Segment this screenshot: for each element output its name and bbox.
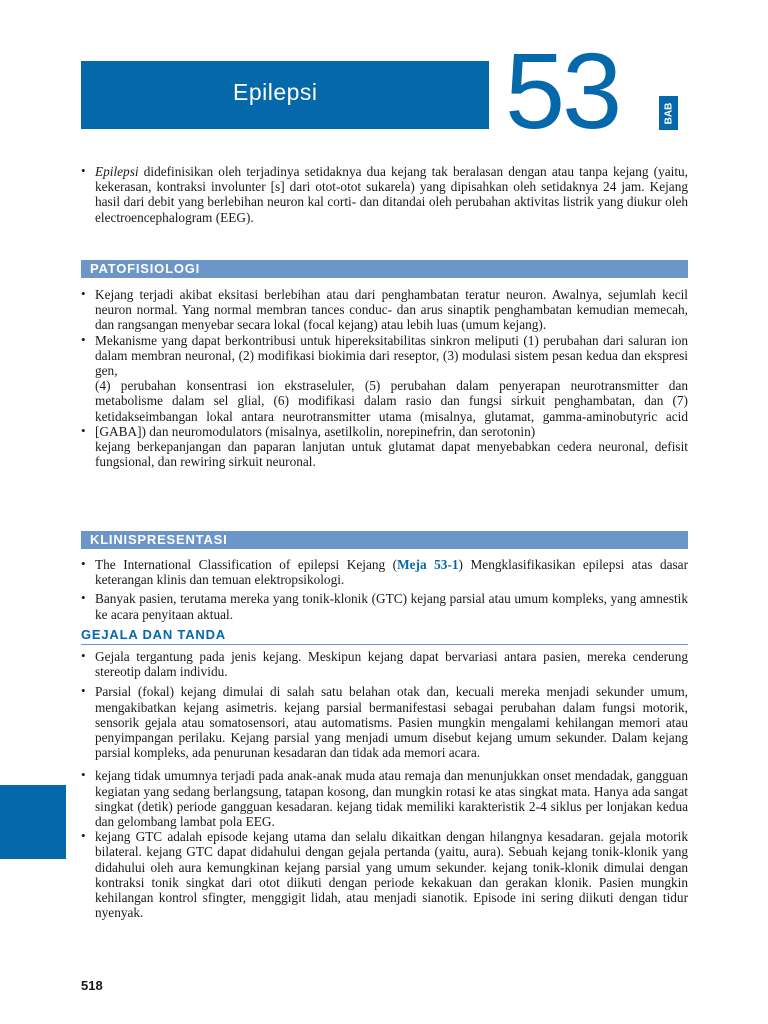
bullet-marker: • [81,767,86,783]
section-heading-patofisiologi: PATOFISIOLOGI [81,260,688,278]
list-item-text: kejang tidak umumnya terjadi pada anak-anak muda atau remaja dan menunjukkan onset mendadak, gangguan kegiatan yang sedang berlangsung, tatapan kosong, dan mungkin rotasi ke atas singkat mata. Hanya ada sangat singkat (detik) periode gangguan kesadaran. kejang tidak memiliki karakteristik 2-4 siklus per lonjakan kedua dan gelombang lambat pola EEG. [95,768,688,830]
list-item [81,557,688,587]
bullet-marker: • [81,683,86,699]
list-item-text: Gejala tergantung pada jenis kejang. Meskipun kejang dapat bervariasi antara pasien, mereka cenderung stereotip dalam individu. [95,649,688,680]
gejala-section [81,649,688,920]
list-item [81,591,688,621]
bullet-marker: • [81,163,86,178]
bullet-marker: • [81,286,86,301]
klinis-section [81,557,688,622]
page-number: 518 [81,978,103,993]
intro-text: didefinisikan oleh terjadinya setidaknya dua kejang tak beralasan dengan atau tanpa kejang (yaitu, kekerasan, kontraksi involunter [s] dari otot-otot sukarela) yang dipisahkan oleh setidaknya 24 jam. Kejang hasil dari debit yang berlebihan neuron kal corti- dan ditandai oleh perubahan aktivitas listrik yang diukur oleh electroencephalogram (EEG). [95,164,688,225]
intro-term: Epilepsi [95,164,139,179]
intro-paragraph [81,164,688,225]
subheading-gejala: GEJALA DAN TANDA [81,627,688,645]
list-item-text: kejang berkepanjangan dan paparan lanjutan untuk glutamat dapat menyebabkan cedera neuronal, defisit fungsional, dan rewiring sirkuit neuronal. [95,439,688,470]
bullet-marker: • [81,828,86,844]
bullet-marker: • [81,556,86,571]
section-heading-klinis: KLINISPRESENTASI [81,531,688,549]
list-item-continuation [81,378,688,439]
list-item [81,829,688,920]
bullet-marker: • [81,648,86,663]
list-item-text: Kejang terjadi akibat eksitasi berlebihan atau dari penghambatan teratur neuron. Awalnya, sejumlah kecil neuron normal. Yang normal membran tances conduc- dan arus sinaptik penghambatan kemudian memecah, dan rangsangan menyebar secara lokal (focal kejang) atau lebih luas (umum kejang). [95,287,688,333]
list-item-text: kejang GTC adalah episode kejang utama dan selalu dikaitkan dengan hilangnya kesadaran. gejala motorik bilateral. kejang GTC dapat didahului dengan gejala pertanda (yaitu, aura). Sebuah kejang tonik-klonik yang didahului oleh aura kemungkinan kejang parsial yang umum sekunder. kejang tonik-klonik dimulai dengan kontraksi tonik singkat dari otot diikuti dengan periode kekakuan dan gerakan klonik. Pasien mungkin kehilangan kontrol sfingter, menggigit lidah, atau menjadi sianotik. Episode ini sering diikuti dengan tidur nyenyak. [95,829,688,921]
list-item-text: Mekanisme yang dapat berkontribusi untuk hipereksitabilitas sinkron meliputi (1) perubahan dari saluran ion dalam membran neuronal, (2) modifikasi biokimia dari reseptor, (3) modulasi sistem pesan kedua dan ekspresi gen, [95,332,688,379]
bullet-marker: • [81,423,86,439]
side-tab [0,785,66,859]
chapter-title: Epilepsi [233,79,318,105]
list-item [81,333,688,379]
list-item-text: Banyak pasien, terutama mereka yang tonik-klonik (GTC) kejang parsial atau umum kompleks, yang amnestik ke acara penyitaan aktual. [95,591,688,622]
chapter-title-bar [81,61,489,129]
chapter-number: 53 [505,30,620,151]
list-item [81,684,688,760]
list-item-text: ) Mengklasifikasikan epilepsi atas dasar keterangan klinis dan temuan elektropsikologi. [95,557,688,588]
list-item [81,423,688,470]
patofisiologi-section [81,287,688,469]
list-item-text: Parsial (fokal) kejang dimulai di salah satu belahan otak dan, kecuali mereka menjadi sekunder umum, mengakibatkan kejang asimetris. kejang parsial bermanifestasi sebagai perubahan dalam fungsi motorik, sensorik gejala atau somatosensori, atau automatisms. Pasien mungkin mengalami kehilangan memori atau penyimpangan perilaku. Kejang parsial yang menjadi umum disebut kejang umum sekunder. Dalam kejang parsial kompleks, ada penurunan kesadaran dan tidak ada memori acara. [95,684,688,761]
bullet-marker: • [81,331,86,347]
table-reference-link[interactable]: Meja 53-1 [397,557,459,572]
bullet-marker: • [81,590,86,606]
list-item [81,649,688,679]
list-item [81,768,688,829]
bab-label: BAB [663,102,675,124]
bab-tab [659,96,678,130]
list-item [81,287,688,333]
intro-section [81,164,688,225]
list-item-text: The International Classification of epilepsi Kejang ( [95,557,398,572]
list-item-text: (4) perubahan konsentrasi ion ekstraseluler, (5) perubahan dalam penyerapan neurotransmitter dan metabolisme dalam sel glial, (6) modifikasi dalam rasio dan fungsi sirkuit penghambatan, dan (7) ketidakseimbangan lokal antara neurotransmitter utama (misalnya, glutamat, gamma-aminobutyric acid [GABA]) dan neuromodulators (misalnya, asetilkolin, norepinefrin, dan serotonin) [95,378,688,439]
